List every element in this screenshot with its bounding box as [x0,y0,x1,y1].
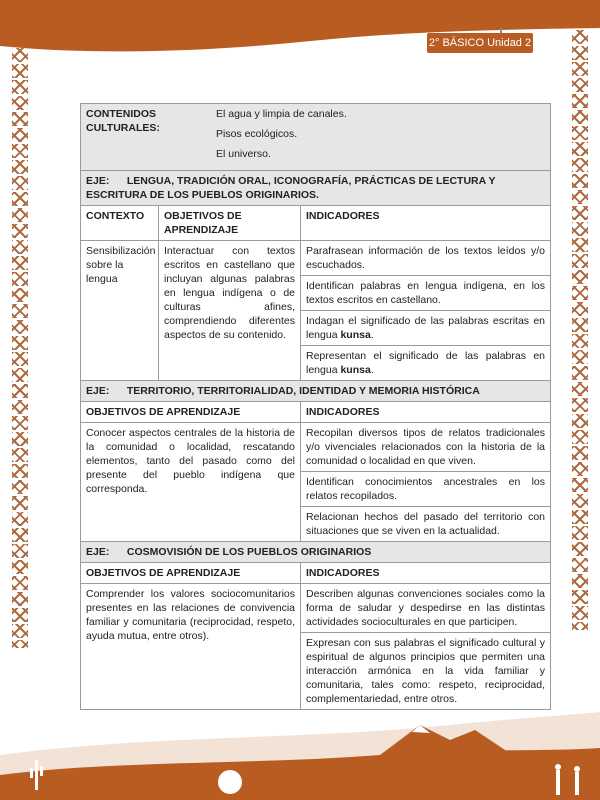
indicador-cell: Identifican conocimientos ancestrales en los relatos recopilados. [301,472,551,507]
contenidos-culturales: CONTENIDOS CULTURALES: El agua y limpia de canales. Pisos ecológicos. El universo. [81,104,551,171]
column-header: INDICADORES [301,206,551,241]
contexto-cell: Sensibilización sobre la lengua [81,241,159,381]
curriculum-table [80,103,551,710]
indicador-cell: Identifican palabras en lengua indígena, en los textos escritos en castellano. [301,276,551,311]
objetivo-cell: Interactuar con textos escritos en castellano que incluyan algunas palabras en lengua indígena o de culturas afines, comprendiendo diferentes aspectos de su contenido. [159,241,301,381]
right-pattern-border [572,30,588,630]
column-header: OBJETIVOS DE APRENDIZAJE [159,206,301,241]
column-header: INDICADORES [301,563,551,584]
grade-unit-badge: 2° BÁSICO Unidad 2 [427,33,533,53]
left-pattern-border [12,48,28,648]
indicador-cell: Relacionan hechos del pasado del territorio con situaciones que se viven en la actualidad. [301,507,551,542]
contenido-item: El agua y limpia de canales. [216,108,347,120]
indicador-cell: Representan el significado de las palabras en lengua kunsa. [301,346,551,381]
indicador-cell: Recopilan diversos tipos de relatos tradicionales y/o vivenciales relacionados con la historia de la comunidad o localidad en que viven. [301,423,551,472]
column-header: OBJETIVOS DE APRENDIZAJE [81,402,301,423]
indicador-cell: Expresan con sus palabras el significado cultural y espiritual de algunos principios que permiten una interacción armónica en la vida familiar y comunitaria, tales como: respeto, reciprocidad, complementariedad, entre otros. [301,633,551,710]
eje-heading: EJE: COSMOVISIÓN DE LOS PUEBLOS ORIGINARIOS [81,542,551,563]
contenido-item: Pisos ecológicos. [216,128,298,140]
objetivo-cell: Conocer aspectos centrales de la historia de la comunidad o localidad, rescatando elementos, tanto del pasado como del presente del pueblo indígena que corresponda. [81,423,301,542]
eje-heading: EJE: TERRITORIO, TERRITORIALIDAD, IDENTIDAD Y MEMORIA HISTÓRICA [81,381,551,402]
column-header: CONTEXTO [81,206,159,241]
indicador-cell: Indagan el significado de las palabras escritas en lengua kunsa. [301,311,551,346]
indicador-cell: Parafrasean información de los textos leídos y/o escuchados. [301,241,551,276]
indicador-cell: Describen algunas convenciones sociales como la forma de saludar y despedirse en las distintas actividades socioculturales en que participen. [301,584,551,633]
objetivo-cell: Comprender los valores sociocomunitarios presentes en las relaciones de convivencia familiar y comunitaria (reciprocidad, respeto, ayuda mutua, entre otros). [81,584,301,710]
column-header: OBJETIVOS DE APRENDIZAJE [81,563,301,584]
eje-heading: EJE: LENGUA, TRADICIÓN ORAL, ICONOGRAFÍA, PRÁCTICAS DE LECTURA Y ESCRITURA DE LOS PUEBLOS ORIGINARIOS. [81,171,551,206]
footer-landscape-illustration [0,700,600,800]
column-header: INDICADORES [301,402,551,423]
contenido-item: El universo. [216,148,271,160]
